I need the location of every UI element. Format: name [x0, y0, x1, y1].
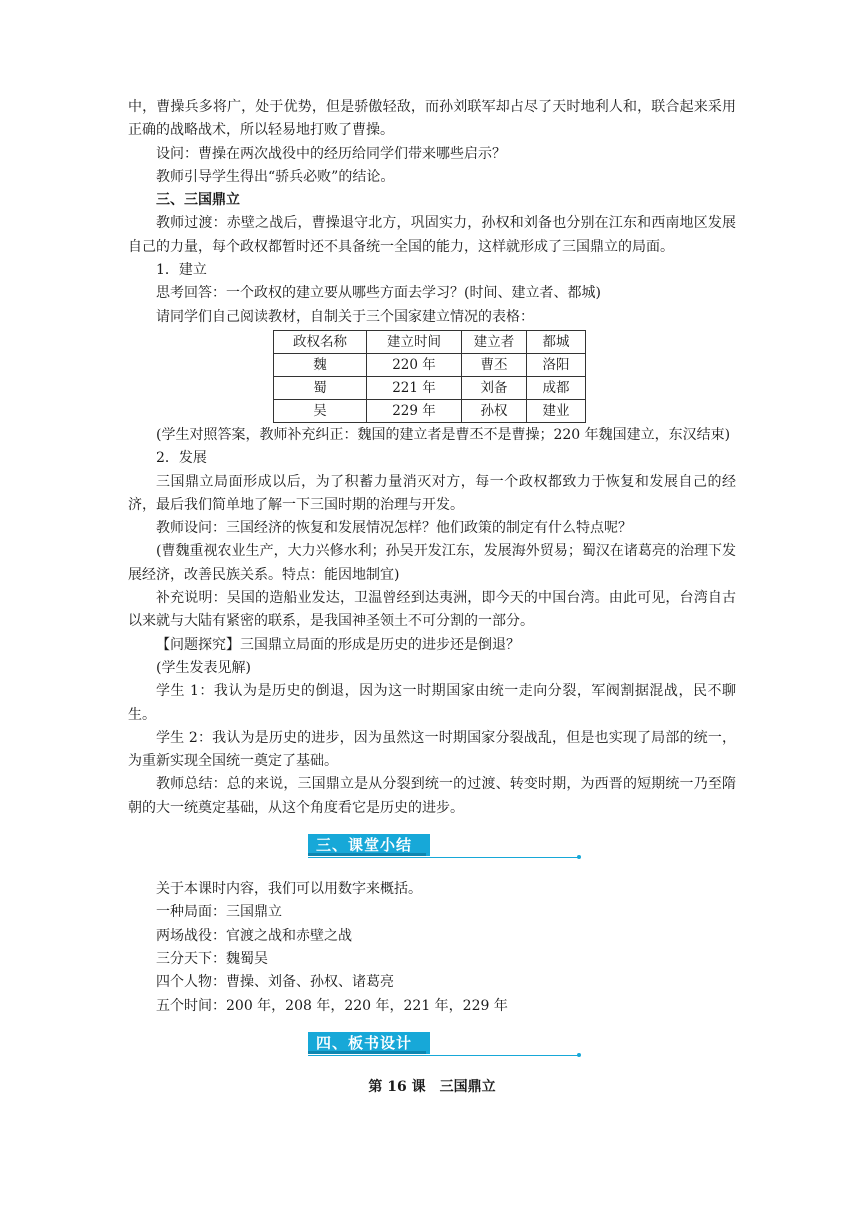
table-cell: 蜀: [274, 376, 367, 399]
paragraph-read-textbook: 请同学们自己阅读教材，自制关于三个国家建立情况的表格：: [156, 308, 534, 325]
table-row: [274, 399, 586, 422]
summary-line: 两场战役：官渡之战和赤壁之战: [156, 927, 352, 944]
table-header-row: [274, 330, 586, 353]
banner-dot: [577, 1053, 581, 1057]
paragraph-continuation: 中，曹操兵多将广，处于优势，但是骄傲轻敌，而孙刘联军却占尽了天时地利人和，联合起来采用正确的战略战术，所以轻易地打败了曹操。: [128, 99, 736, 139]
section-heading-three-kingdoms: 三、三国鼎立: [156, 192, 240, 209]
table-header-cell: 建立者: [462, 330, 527, 353]
section-banner-summary: [128, 826, 736, 870]
banner-label: 三、课堂小结: [308, 834, 426, 856]
banner-bar: [426, 834, 430, 856]
board-design-title: 第 16 课 三国鼎立: [368, 1078, 496, 1095]
banner-underline: [308, 857, 578, 858]
summary-line: 三分天下：魏蜀吴: [156, 950, 268, 967]
table-row: [274, 353, 586, 376]
table-cell: 建业: [527, 399, 586, 422]
paragraph-supplement: 补充说明：吴国的造船业发达，卫温曾经到达夷洲，即今天的中国台湾。由此可见，台湾自古以来就与大陆有紧密的联系，是我国神圣领土不可分割的一部分。: [128, 590, 736, 630]
table-cell: 229 年: [367, 399, 462, 422]
subheading-establishment: 1．建立: [156, 262, 207, 279]
paragraph-economy-answer: (曹魏重视农业生产，大力兴修水利；孙吴开发江东，发展海外贸易；蜀汉在诸葛亮的治理下发展经济，改善民族关系。特点：能因地制宜): [128, 543, 736, 583]
table-header-cell: 政权名称: [274, 330, 367, 353]
paragraph-student-2: 学生 2：我认为是历史的进步，因为虽然这一时期国家分裂战乱，但是也实现了局部的统一，为重新实现全国统一奠定了基础。: [128, 729, 736, 770]
summary-line: 五个时间：200 年，208 年，220 年，221 年，229 年: [156, 997, 508, 1014]
table-row: [274, 376, 586, 399]
table-cell: 曹丕: [462, 353, 527, 376]
table-cell: 220 年: [367, 353, 462, 376]
table-cell: 魏: [274, 353, 367, 376]
banner-bar: [426, 1032, 430, 1054]
paragraph-think-answer: 思考回答：一个政权的建立要从哪些方面去学习？(时间、建立者、都城): [156, 285, 601, 302]
table-cell: 孙权: [462, 399, 527, 422]
banner-underline: [308, 1055, 578, 1056]
table-cell: 刘备: [462, 376, 527, 399]
table-header-cell: 都城: [527, 330, 586, 353]
paragraph-student-1: 学生 1：我认为是历史的倒退，因为这一时期国家由统一走向分裂，军阀割据混战，民不聊生。: [128, 683, 736, 723]
paragraph-transition: 教师过渡：赤壁之战后，曹操退守北方，巩固实力，孙权和刘备也分别在江东和西南地区发展自己的力量，每个政权都暂时还不具备统一全国的能力，这样就形成了三国鼎立的局面。: [128, 215, 736, 255]
table-cell: 洛阳: [527, 353, 586, 376]
paragraph-conclusion: 教师引导学生得出“骄兵必败”的结论。: [156, 168, 395, 185]
paragraph-development-intro: 三国鼎立局面形成以后，为了积蓄力量消灭对方，每一个政权都致力于恢复和发展自己的经济，最后我们简单地了解一下三国时期的治理与开发。: [128, 473, 736, 513]
paragraph-question: 设问：曹操在两次战役中的经历给同学们带来哪些启示？: [156, 145, 506, 162]
paragraph-inquiry: 【问题探究】三国鼎立局面的形成是历史的进步还是倒退？: [156, 636, 520, 653]
banner-label: 四、板书设计: [308, 1032, 426, 1054]
document-page: [128, 96, 736, 1098]
summary-line: 关于本课时内容，我们可以用数字来概括。: [156, 881, 422, 898]
subheading-development: 2．发展: [156, 450, 207, 467]
paragraph-correction: (学生对照答案，教师补充纠正：魏国的建立者是曹丕不是曹操；220 年魏国建立，东汉结束): [156, 426, 731, 443]
table-cell: 吴: [274, 399, 367, 422]
table-header-cell: 建立时间: [367, 330, 462, 353]
paragraph-teacher-question: 教师设问：三国经济的恢复和发展情况怎样？他们政策的制定有什么特点呢？: [156, 520, 632, 537]
summary-line: 四个人物：曹操、刘备、孙权、诸葛亮: [156, 974, 394, 991]
table-cell: 成都: [527, 376, 586, 399]
table-cell: 221 年: [367, 376, 462, 399]
summary-line: 一种局面：三国鼎立: [156, 904, 282, 921]
paragraph-teacher-summary: 教师总结：总的来说，三国鼎立是从分裂到统一的过渡、转变时期，为西晋的短期统一乃至隋朝的大一统奠定基础，从这个角度看它是历史的进步。: [128, 776, 736, 816]
section-banner-board: [128, 1024, 736, 1068]
kingdoms-table: [273, 330, 586, 423]
banner-dot: [577, 855, 581, 859]
paragraph-student-views: (学生发表见解): [156, 659, 251, 676]
